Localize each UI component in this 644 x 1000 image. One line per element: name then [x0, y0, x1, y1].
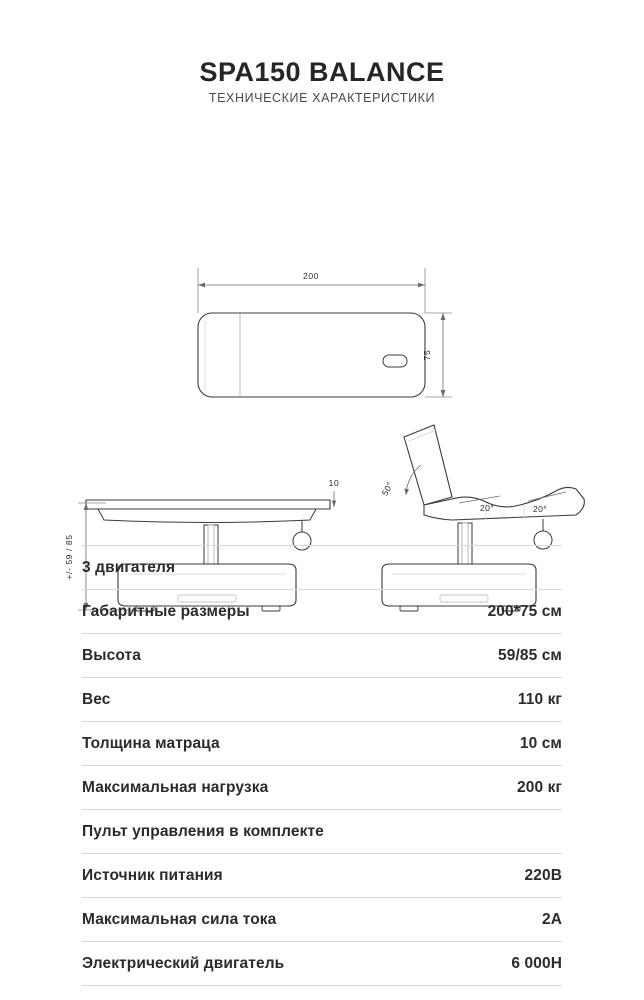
backrest-angle-label: 50°: [379, 480, 396, 498]
spec-label: Габаритные размеры: [82, 603, 250, 620]
spec-label: Высота: [82, 647, 141, 664]
spec-label: Толщина матраца: [82, 735, 220, 752]
table-row: [82, 809, 562, 853]
table-row: [82, 941, 562, 986]
document-header: [0, 0, 644, 105]
spec-value: 59/85 см: [498, 647, 562, 664]
page-title: SPA150 BALANCE: [199, 57, 445, 87]
spec-label: Вес: [82, 691, 111, 708]
side-tabletop: [86, 500, 330, 509]
spec-value: 220В: [524, 867, 562, 884]
page-subtitle: ТЕХНИЧЕСКИЕ ХАРАКТЕРИСТИКИ: [208, 91, 436, 106]
mattress-thickness-label: 10: [328, 478, 340, 489]
spec-value: 2А: [541, 911, 562, 928]
table-row: [82, 633, 562, 677]
table-row: [82, 721, 562, 765]
spec-label: Источник питания: [82, 867, 223, 884]
spec-label: Электрический двигатель: [82, 955, 285, 972]
spec-value: 10 см: [519, 735, 562, 752]
spec-value: 110 кг: [517, 691, 562, 708]
table-row: [82, 765, 562, 809]
spec-label: Пульт управления в комплекте: [82, 823, 324, 840]
spec-label: 3 двигателя: [82, 559, 176, 576]
top-view-drawing: [198, 268, 452, 397]
height-label: +/- 59 / 85: [64, 534, 74, 580]
specifications-table: [82, 545, 562, 986]
table-row: [82, 545, 562, 589]
top-view-depth-label: 75: [422, 350, 432, 361]
spec-value: 6 000Н: [511, 955, 562, 972]
spec-label: Максимальная нагрузка: [82, 779, 269, 796]
top-view-width-label: 200: [303, 271, 319, 282]
table-row: [82, 897, 562, 941]
right-angle-label: 20°: [532, 504, 548, 515]
spec-label: Максимальная сила тока: [82, 911, 277, 928]
table-row: [82, 677, 562, 721]
depth-dimension: [422, 313, 452, 397]
table-row: [82, 853, 562, 897]
left-angle-label: 20°: [479, 503, 495, 514]
spec-value: 200 кг: [517, 779, 562, 796]
face-cutout: [383, 355, 407, 367]
backrest-section: [404, 425, 452, 505]
side-mattress-body: [98, 509, 316, 523]
spec-value: 200*75 см: [487, 603, 562, 620]
width-dimension: [198, 268, 425, 313]
table-row: [82, 589, 562, 633]
